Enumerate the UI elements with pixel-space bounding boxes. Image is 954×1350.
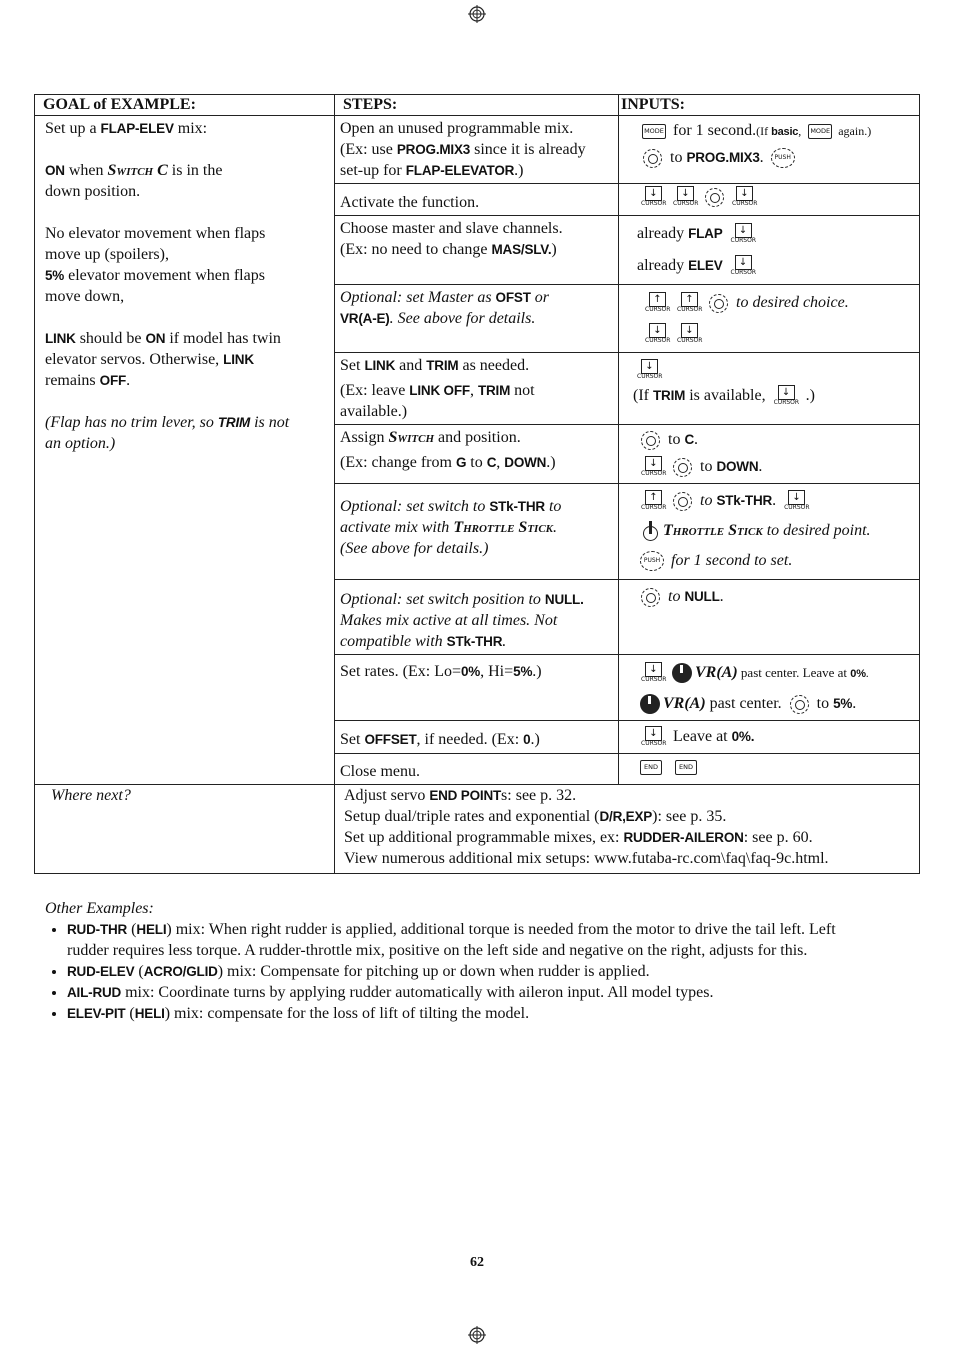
header-goal: GOAL of EXAMPLE: (35, 95, 335, 116)
vr-knob-icon (640, 694, 660, 714)
input-rates: ↓ CURSOR VR(A) past center. Leave at 0%. VR(A) past center. to 5%. (619, 655, 920, 721)
where-next-label: Where next? (35, 785, 335, 874)
cursor-down-icon: ↓ CURSOR (784, 492, 810, 512)
cursor-up-icon: ↑ CURSOR (641, 492, 667, 512)
registration-mark-top (468, 5, 486, 23)
cursor-down-icon: ↓ CURSOR (773, 387, 800, 407)
page-number: 62 (470, 1255, 484, 1270)
step-activate: Activate the function. (335, 184, 619, 216)
input-activate (619, 184, 920, 216)
dial-icon (705, 188, 724, 207)
cursor-down-icon: ↓ CURSOR (730, 225, 756, 245)
input-link-trim: ↓ CURSOR (If TRIM is available, ↓ CURSOR .) (619, 353, 920, 425)
other-examples-title: Other Examples: (45, 900, 154, 917)
input-stk-thr: ↑ CURSOR to STk-THR. ↓ CURSOR Throttle Stick to desired point. PUSH for 1 second to set. (619, 484, 920, 580)
push-dial-icon: PUSH (640, 551, 664, 571)
vr-knob-icon (672, 663, 692, 683)
table-header-row (35, 95, 920, 116)
dial-icon (709, 294, 728, 313)
input-channels: already FLAP ↓ CURSOR already ELEV ↓ CURSOR (619, 216, 920, 285)
list-item: • ELEV-PIT (HELI) mix: compensate for the loss of lift of tilting the model. (67, 1003, 875, 1024)
cursor-down-icon: ↓ CURSOR (645, 325, 671, 345)
cursor-down-icon: ↓ CURSOR (641, 728, 667, 748)
mix-setup-table (34, 94, 920, 874)
input-open-mix: MODE for 1 second.(If basic, MODE again.) to PROG.MIX3. PUSH (619, 116, 920, 184)
list-item: • RUD-ELEV (ACRO/GLID) mix: Compensate for pitching up or down when rudder is applied. (67, 961, 875, 982)
other-examples (45, 898, 875, 1024)
cursor-down-icon: ↓ CURSOR (641, 188, 667, 208)
step-open-mix: Open an unused programmable mix. (Ex: use PROG.MIX3 since it is already set-up for FLAP-ELEVATOR.) (335, 116, 619, 184)
goal-cell: Set up a FLAP-ELEV mix: ON when Switch C is in the down position. No elevator movement when flaps move up (spoilers), 5% elevator movement when flaps move down, LINK should be ON if model has twin elevator servos. Otherwise, LINK remains OFF. (Flap has no trim lever, so TRIM is not an option.) (35, 116, 335, 785)
throttle-stick-icon (641, 521, 659, 541)
step-switch: Assign Switch and position. (Ex: change from G to C, DOWN.) (335, 425, 619, 484)
table-row (35, 785, 920, 874)
table-row (35, 116, 920, 184)
cursor-down-icon: ↓ CURSOR (641, 458, 667, 478)
dial-icon (790, 695, 809, 714)
input-switch: to C. ↓ CURSOR to DOWN. (619, 425, 920, 484)
push-dial-icon: PUSH (771, 148, 795, 168)
header-steps: STEPS: (335, 95, 619, 116)
cursor-down-icon: ↓ CURSOR (677, 325, 703, 345)
dial-icon (673, 492, 692, 511)
step-link-trim: Set LINK and TRIM as needed. (Ex: leave LINK OFF, TRIM not available.) (335, 353, 619, 425)
step-stk-thr: Optional: set switch to STk-THR to activate mix with Throttle Stick. (See above for details.) (335, 484, 619, 580)
list-item: • AIL-RUD mix: Coordinate turns by applying rudder automatically with aileron input. All model types. (67, 982, 875, 1003)
end-button-icon: END (640, 760, 662, 775)
header-inputs: INPUTS: (619, 95, 920, 116)
cursor-down-icon: ↓ CURSOR (673, 188, 699, 208)
step-channels: Choose master and slave channels. (Ex: no need to change MAS/SLV.) (335, 216, 619, 285)
dial-icon (641, 588, 660, 607)
step-close: Close menu. (335, 754, 619, 785)
cursor-down-icon: ↓ CURSOR (637, 361, 663, 381)
dial-icon (673, 458, 692, 477)
dial-icon (643, 149, 662, 168)
cursor-down-icon: ↓ CURSOR (732, 188, 758, 208)
step-null: Optional: set switch position to NULL. Makes mix active at all times. Not compatible with STk-THR. (335, 580, 619, 655)
cursor-up-icon: ↑ CURSOR (677, 294, 703, 314)
end-button-icon: END (675, 760, 697, 775)
cursor-up-icon: ↑ CURSOR (645, 294, 671, 314)
mode-button-icon: MODE (808, 124, 832, 139)
input-master: ↑ CURSOR ↑ CURSOR to desired choice. ↓ CURSOR ↓ CURSOR (619, 285, 920, 353)
step-rates: Set rates. (Ex: Lo=0%, Hi=5%.) (335, 655, 619, 721)
registration-mark-bottom (468, 1326, 486, 1344)
input-close (619, 754, 920, 785)
input-null: to NULL. (619, 580, 920, 655)
dial-icon (641, 431, 660, 450)
where-next-list: Adjust servo END POINTs: see p. 32. Setup dual/triple rates and exponential (D/R,EXP): see p. 35. Set up additional programmable mixes, ex: RUDDER-AILERON: see p. 60. View numerous additional mix setups: www.futaba-rc.com\faq\faq-9c.html. (335, 785, 920, 874)
cursor-down-icon: ↓ CURSOR (730, 257, 756, 277)
mode-button-icon: MODE (642, 124, 666, 139)
input-offset: ↓ CURSOR Leave at 0%. (619, 721, 920, 754)
step-offset: Set OFFSET, if needed. (Ex: 0.) (335, 721, 619, 754)
step-master: Optional: set Master as OFST or VR(A-E). See above for details. (335, 285, 619, 353)
cursor-down-icon: ↓ CURSOR (641, 664, 667, 684)
list-item: • RUD-THR (HELI) mix: When right rudder is applied, additional torque is needed from the motor to drive the tail left. Left rudder requires less torque. A rudder-throttle mix, positive on the left side and negative on the right, adjusts for this. (67, 919, 875, 961)
